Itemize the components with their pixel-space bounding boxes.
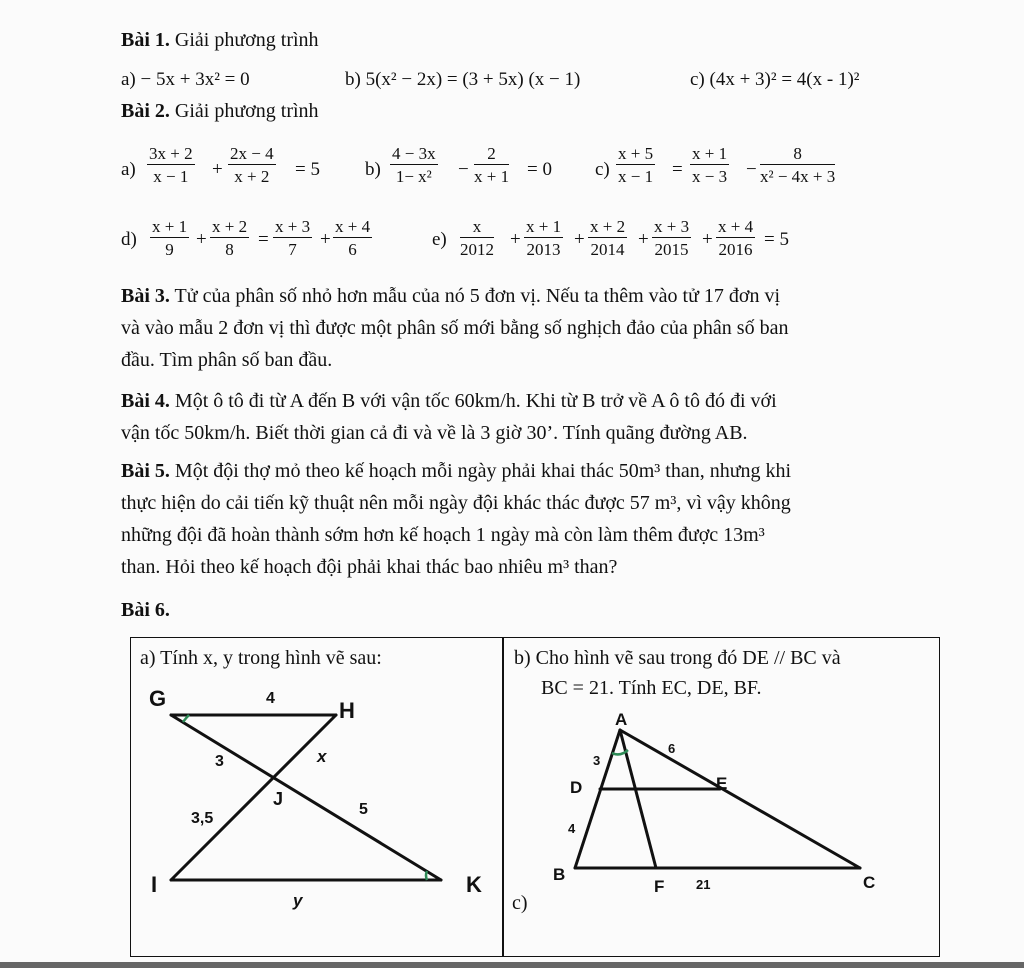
plus-sign: +	[320, 229, 331, 250]
len-GJ: 3	[215, 753, 224, 770]
bai2-a-label: a)	[121, 159, 136, 180]
bai6-b-text1: b) Cho hình vẽ sau trong đó DE // BC và	[514, 647, 841, 669]
equals-sign: =	[672, 159, 683, 180]
figure-b	[520, 705, 920, 905]
minus-sign: −	[746, 159, 757, 180]
len-IJ: 3,5	[191, 810, 214, 827]
label-F: F	[654, 877, 665, 896]
label-G: G	[149, 686, 167, 711]
plus-sign: +	[702, 229, 713, 250]
plus-sign: +	[196, 229, 207, 250]
len-JH: x	[317, 747, 327, 766]
angle-mark-K	[426, 871, 427, 880]
label-K: K	[466, 872, 482, 897]
len-GH: 4	[266, 690, 275, 707]
bai4-paragraph: Bài 4. Một ô tô đi từ A đến B với vận tốc 60km/h. Khi từ B trở về A ô tô đó đi với vận tốc 50km/h. Biết thời gian cả đi và về là 3 giờ 30’. Tính quãng đường AB.	[121, 390, 777, 444]
len-DB: 4	[568, 821, 576, 836]
label-A: A	[615, 710, 628, 729]
bai2-c-frac2: $\frac{x + 1}{x - 3}$	[692, 144, 728, 186]
bai2-e-frac2: $\frac{x + 1}{2013}$	[526, 217, 562, 259]
segment-AC	[620, 730, 860, 868]
bai2-d-frac3: $\frac{x + 3}{7}$	[275, 217, 311, 259]
bai5-paragraph: Bài 5. Một đội thợ mỏ theo kế hoạch mỗi ngày phải khai thác 50m³ than, nhưng khi thực hiện do cải tiến kỹ thuật nên mỗi ngày đội khác thác được 57 m³, vì vậy không những đội đã hoàn thành sớm hơn kế hoạch 1 ngày mà còn làm thêm được 13m³ than. Hỏi theo kế hoạch đội phải khai thác bao nhiêu m³ than?	[121, 460, 792, 578]
len-AE: 6	[668, 741, 676, 756]
bai2-c-frac3: $\frac{8}{\text{x² − 4x + 3}}$	[760, 144, 836, 186]
len-JK: 5	[359, 801, 368, 818]
label-E: E	[716, 774, 728, 793]
bai2-e-label: e)	[432, 229, 447, 250]
bai2-b-label: b)	[365, 159, 381, 180]
bai2-b-rhs: = 0	[527, 159, 552, 180]
bai3-paragraph: Bài 3. Tử của phân số nhỏ hơn mẫu của nó 5 đơn vị. Nếu ta thêm vào tử 17 đơn vị và vào mẫu 2 đơn vị thì được một phân số mới bằng số nghịch đảo của phân số ban đầu. Tìm phân số ban đầu.	[121, 285, 789, 371]
bai2-e-frac5: $\frac{x + 4}{2016}$	[718, 217, 754, 259]
bai1-a: a) − 5x + 3x² = 0	[121, 69, 250, 90]
bai2-e-frac1: $\frac{x}{2012}$	[460, 217, 494, 259]
plus-sign: +	[510, 229, 521, 250]
bai2-a-frac1: $\frac{3x + 2}{x - 1}$	[149, 144, 193, 186]
label-I: I	[151, 872, 158, 897]
label-D: D	[570, 778, 583, 797]
len-FC: 21	[696, 877, 711, 892]
plus-sign: +	[574, 229, 585, 250]
bai2-heading: Bài 2. Giải phương trình	[121, 100, 319, 122]
plus-sign: +	[638, 229, 649, 250]
bai2-a-rhs: = 5	[295, 159, 320, 180]
bai2-d-frac2: $\frac{x + 2}{8}$	[212, 217, 248, 259]
bai2-e-frac4: $\frac{x + 3}{2015}$	[654, 217, 690, 259]
bai2-e-frac3: $\frac{x + 2}{2014}$	[590, 217, 626, 259]
bai2-d-frac1: $\frac{x + 1}{9}$	[152, 217, 188, 259]
bai2-c-label: c)	[595, 159, 610, 180]
bai2-a-frac2: $\frac{2x - 4}{x + 2}$	[230, 144, 274, 186]
bai2-b-frac2: $\frac{2}{x + 1}$	[474, 144, 510, 186]
bai2-e-rhs: = 5	[764, 229, 789, 250]
bai2-d-label: d)	[121, 229, 137, 250]
bai6-c-text: c)	[512, 892, 528, 914]
bai2-c-frac1: $\frac{x + 5}{x - 1}$	[618, 144, 654, 186]
segment-GK	[171, 715, 441, 880]
bai1-heading: Bài 1. Giải phương trình	[121, 29, 319, 51]
segment-AB	[575, 730, 620, 868]
equals-sign: =	[258, 229, 269, 250]
len-AD: 3	[593, 753, 601, 768]
bai6-b-text2: BC = 21. Tính EC, DE, BF.	[541, 677, 762, 699]
segment-HI	[171, 715, 336, 880]
bai1-b: b) 5(x² − 2x) = (3 + 5x) (x − 1)	[345, 69, 581, 90]
label-C: C	[863, 873, 876, 892]
bottom-edge	[0, 962, 1024, 968]
bai2-d-frac4: $\frac{x + 4}{6}$	[335, 217, 371, 259]
label-J: J	[273, 789, 284, 809]
label-H: H	[339, 698, 355, 723]
len-IK: y	[293, 891, 303, 910]
bai6-heading: Bài 6.	[121, 599, 170, 621]
plus-sign: +	[212, 159, 223, 180]
bai6-a-text: a) Tính x, y trong hình vẽ sau:	[140, 647, 382, 669]
label-B: B	[553, 865, 566, 884]
figure-a	[131, 670, 501, 950]
minus-sign: −	[458, 159, 469, 180]
bai2-b-frac1: $\frac{4 - 3x}{\text{1− x²}}$	[392, 144, 436, 186]
bai1-c: c) (4x + 3)² = 4(x - 1)²	[690, 69, 860, 90]
